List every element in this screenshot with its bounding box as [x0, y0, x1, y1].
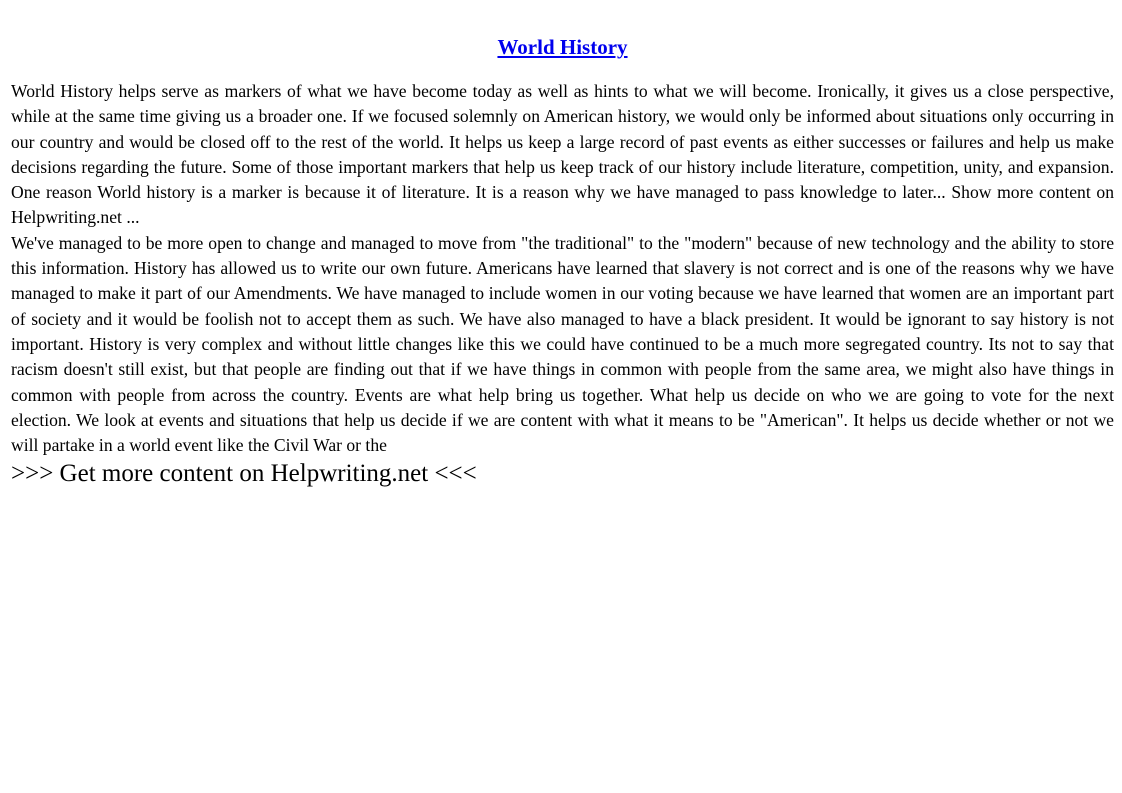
paragraph-main: We've managed to be more open to change and managed to move from "the traditional" to the "modern" because of new technology and the ability to store this information. History has allowed us to write our own future. Americans have learned that slavery is not correct and is one of the reasons why we have managed to make it part of our Amendments. We have managed to include women in our voting because we have learned that women are an important part of society and it would be foolish not to accept them as such. We have also managed to have a black president. It would be ignorant to say history is not important. History is very complex and without little changes like this we could have continued to be a much more segregated country. Its not to say that racism doesn't still exist, but that people are finding out that if we have things in common with people from the same area, we might also have things in common with people from across the country. Events are what help bring us together. What help us decide on who we are going to vote for the next election. We look at events and situations that help us decide if we are content with what it means to be "American". It helps us decide whether or not we will partake in a world event like the Civil War or the: [11, 232, 1114, 456]
footer-cta: [11, 459, 1114, 489]
paragraph-intro: World History helps serve as markers of what we have become today as well as hints to what we will become. Ironically, it gives us a close perspective, while at the same time giving us a broader one. If we focused solemnly on American history, we would only be informed about situations only occurring in our country and would be closed off to the rest of the world. It helps us keep a large record of past events as either successes or failures and help us make decisions regarding the future. Some of those important markers that help us keep track of our history include literature, competition, unity, and expansion. One reason World history is a marker is because it of literature. It is a reason why we have managed to pass knowledge to later... Show more content on Helpwriting.net ...: [11, 81, 1114, 228]
title-link[interactable]: World History: [497, 35, 628, 59]
title-heading: [11, 0, 1114, 59]
get-more-content-link[interactable]: >>> Get more content on Helpwriting.net <<<: [11, 460, 477, 488]
